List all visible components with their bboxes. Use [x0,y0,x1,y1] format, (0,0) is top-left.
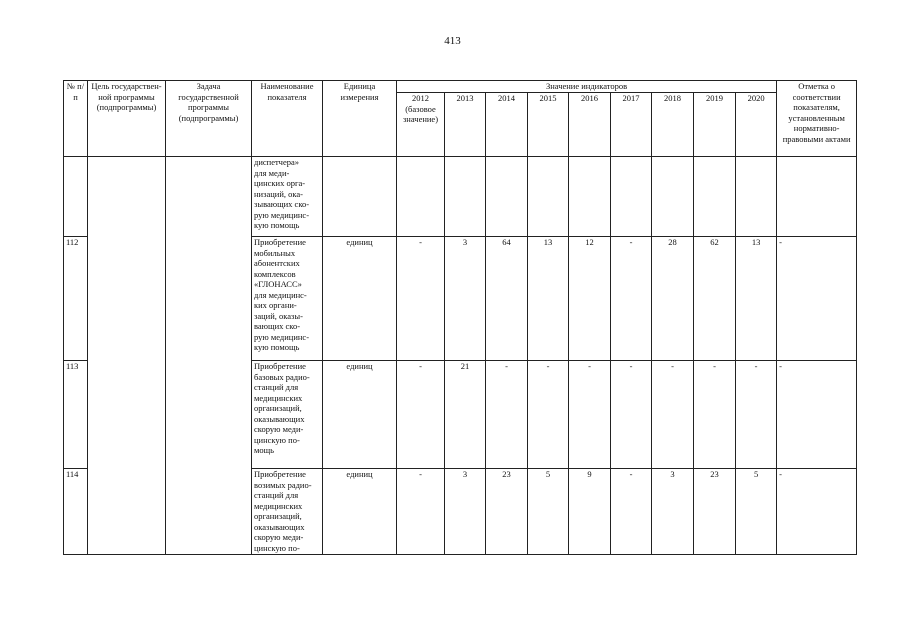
value-cell: 13 [528,237,569,361]
value-cell: - [397,361,445,469]
indicator-name-line: организаций, [254,511,302,521]
indicator-name-line: станций для [254,382,299,392]
value-cell [528,157,569,237]
row-num: 114 [64,469,88,555]
value-cell [736,157,777,237]
value-cell: - [611,361,652,469]
indicator-name-line: кую помощь [254,342,300,352]
value-cell: 23 [694,469,736,555]
indicator-name [252,237,323,361]
indicator-name-line: Приобретение [254,361,306,371]
value-cell: - [528,361,569,469]
header-year: 2019 [694,93,736,157]
indicator-name-line: станций для [254,490,299,500]
indicator-name-line: низаций, ока- [254,188,303,199]
header-year: 2013 [445,93,486,157]
indicators-table [63,80,857,555]
header-num: № п/п [64,81,88,157]
indicator-name-line: цинскую по- [254,542,300,553]
header-year: 2015 [528,93,569,157]
header-year: 2018 [652,93,694,157]
mark-cell: - [777,361,857,469]
indicator-name-line: Приобретение [254,237,306,247]
row-num [64,157,88,237]
indicator-name-line: мобильных [254,247,296,258]
indicator-name-line: цинскую по- [254,434,300,445]
value-cell [611,157,652,237]
indicator-name-line: скорую меди- [254,424,304,434]
indicator-name-line: возимых радио- [254,479,312,490]
indicator-name-line: для меди- [254,167,290,178]
indicator-name-line: организаций, [254,403,302,413]
indicator-name-line: ких органи- [254,300,297,310]
indicator-name [252,361,323,469]
indicator-name-line: абонентских [254,258,300,268]
header-row [64,81,857,93]
value-cell: 23 [486,469,528,555]
value-cell [397,157,445,237]
value-cell: - [611,237,652,361]
header-task: Задача государственной программы (подпрограммы) [166,81,252,157]
indicator-name-line: вающих ско- [254,321,301,331]
row-num: 113 [64,361,88,469]
indicator-name-line: диспетчера» [254,157,300,167]
value-cell: - [486,361,528,469]
header-indicator-name: Наименование показателя [252,81,323,157]
value-cell: 13 [736,237,777,361]
indicator-name [252,469,323,555]
indicator-name-line: заций, оказы- [254,310,303,321]
value-cell: - [652,361,694,469]
unit-cell: единиц [323,469,397,555]
value-cell: - [736,361,777,469]
header-year: 2012 (базовое значение) [397,93,445,157]
indicator-name-line: зывающих ско- [254,199,310,209]
indicator-name-line: оказывающих [254,521,305,532]
row-num: 112 [64,237,88,361]
value-cell [694,157,736,237]
value-cell: 3 [445,237,486,361]
value-cell: 64 [486,237,528,361]
header-year: 2020 [736,93,777,157]
header-mark: Отметка о соответствии показателям, установленным нормативно-правовыми актами [777,81,857,157]
indicator-name-line: рую медицинс- [254,209,310,220]
value-cell [445,157,486,237]
table-body [64,157,857,555]
mark-cell: - [777,237,857,361]
value-cell [486,157,528,237]
indicator-name-line: базовых радио- [254,371,310,382]
value-cell: - [611,469,652,555]
page-number: 413 [444,35,461,47]
unit-cell [323,157,397,237]
value-cell: 12 [569,237,611,361]
header-year: 2017 [611,93,652,157]
goal-cell [88,157,166,555]
indicator-name [252,157,323,237]
indicator-name-line: комплексов [254,268,296,279]
value-cell [652,157,694,237]
indicator-name-line: скорую меди- [254,532,304,542]
indicator-name-line: Приобретение [254,469,306,479]
value-cell: 62 [694,237,736,361]
indicator-name-line: мощь [254,445,275,455]
value-cell: 28 [652,237,694,361]
header-year: 2016 [569,93,611,157]
value-cell: 9 [569,469,611,555]
header-year: 2014 [486,93,528,157]
value-cell: 5 [736,469,777,555]
unit-cell: единиц [323,237,397,361]
indicator-name-line: кую помощь [254,220,300,230]
value-cell: - [569,361,611,469]
header-unit: Единица измерения [323,81,397,157]
task-cell [166,157,252,555]
value-cell: - [397,237,445,361]
indicator-name-line: оказывающих [254,413,305,424]
value-cell [569,157,611,237]
indicator-name-line: «ГЛОНАСС» [254,279,302,289]
table-row [64,157,857,237]
value-cell: 21 [445,361,486,469]
indicator-name-line: медицинских [254,392,303,403]
mark-cell: - [777,469,857,555]
indicator-name-line: медицинских [254,500,303,511]
indicator-name-line: рую медицинс- [254,331,310,342]
indicator-name-line: цинских орга- [254,178,306,188]
header-values-group: Значение индикаторов [397,81,777,93]
value-cell: - [694,361,736,469]
indicator-name-line: для медицинс- [254,289,307,300]
value-cell: 3 [445,469,486,555]
value-cell: 3 [652,469,694,555]
value-cell: - [397,469,445,555]
header-goal: Цель государственной программы (подпрограммы) [88,81,166,157]
unit-cell: единиц [323,361,397,469]
mark-cell [777,157,857,237]
value-cell: 5 [528,469,569,555]
